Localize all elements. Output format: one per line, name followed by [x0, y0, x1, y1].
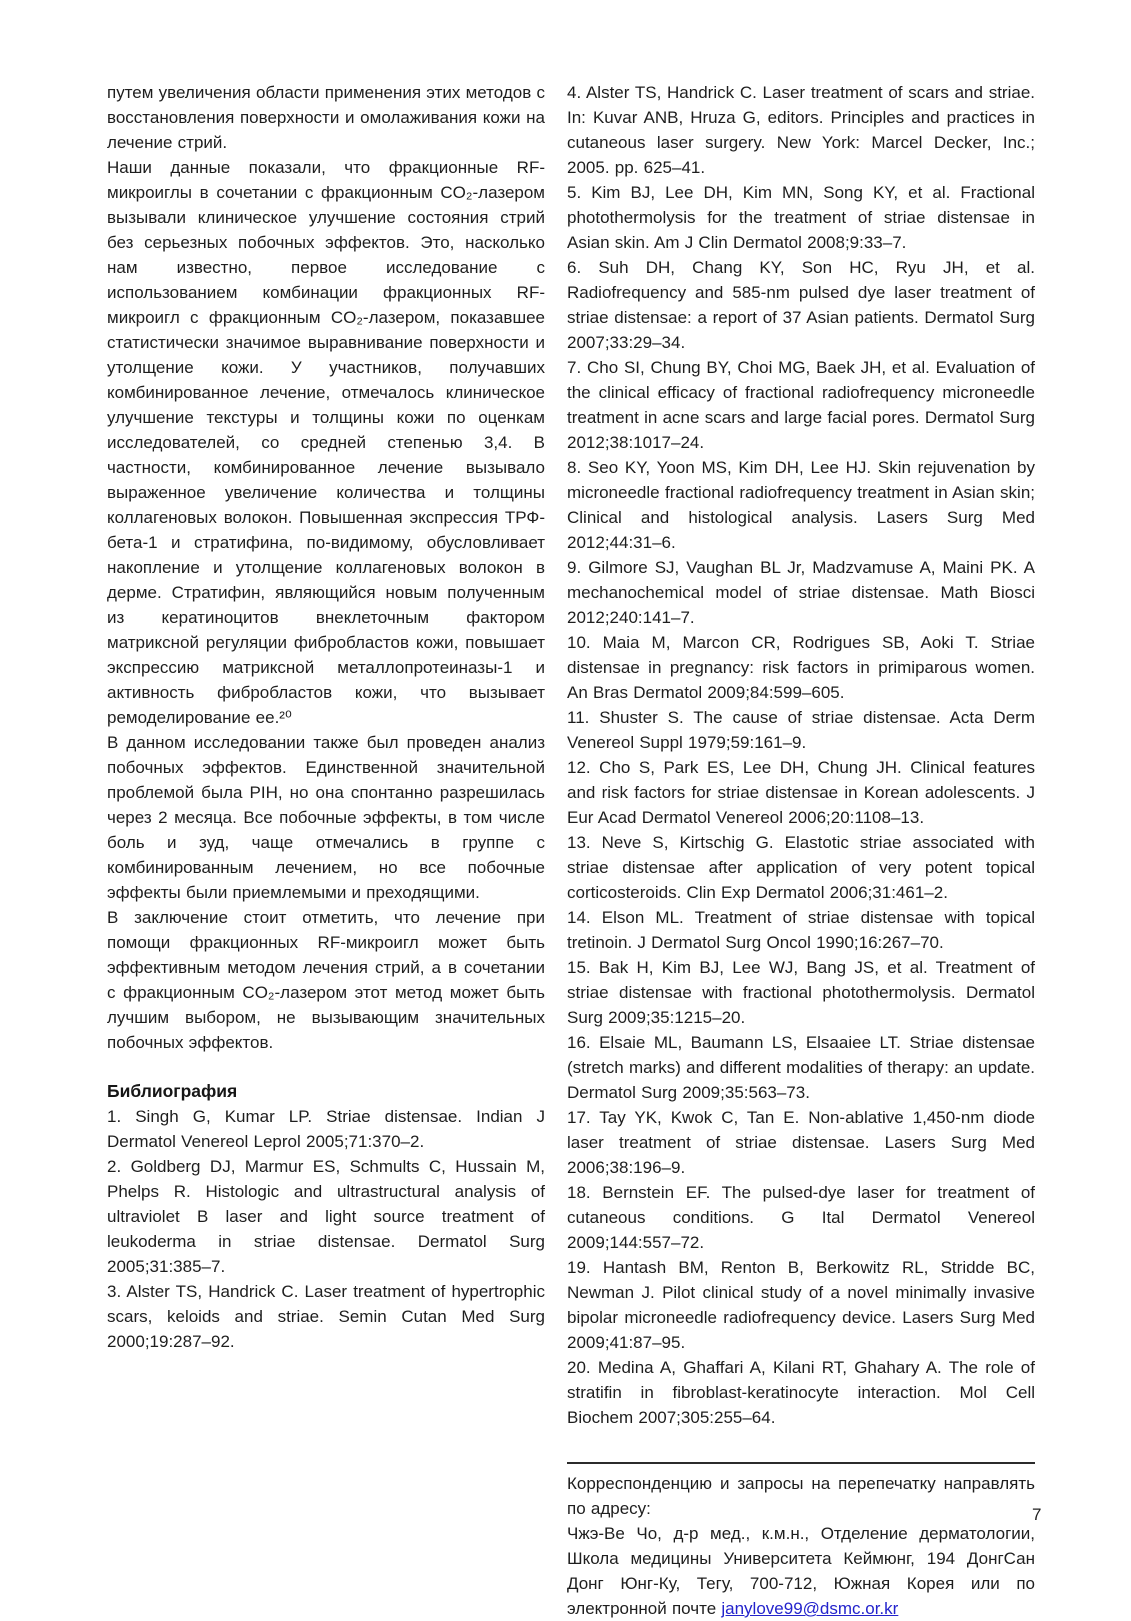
reference-item: 8. Seo KY, Yoon MS, Kim DH, Lee HJ. Skin rejuvenation by microneedle fractional radiofrequency treatment in Asian skin; Clinical and histological analysis. Lasers Surg Med 2012;44:31–6. — [567, 458, 1035, 552]
correspondence-block — [567, 1462, 1035, 1621]
reference-item: 18. Bernstein EF. The pulsed-dye laser for treatment of cutaneous conditions. G Ital Dermatol Venereol 2009;144:557–72. — [567, 1183, 1035, 1252]
body-text-block — [107, 80, 545, 1055]
right-column — [567, 80, 1035, 1621]
reference-item: 3. Alster TS, Handrick C. Laser treatment of hypertrophic scars, keloids and striae. Semin Cutan Med Surg 2000;19:287–92. — [107, 1282, 545, 1351]
reference-item: 2. Goldberg DJ, Marmur ES, Schmults C, Hussain M, Phelps R. Histologic and ultrastructural analysis of ultraviolet B laser and light source treatment of leukoderma in striae distensae. Dermatol Surg 2005;31:385–7. — [107, 1157, 545, 1276]
body-paragraph: Наши данные показали, что фракционные RF-микроиглы в сочетании с фракционным CO₂-лазером вызывали клиническое улучшение состояния стрий без серьезных побочных эффектов. Это, насколько нам известно, первое исследование с использованием комбинации фракционных RF-микроигл с фракционным CO₂-лазером, показавшее статистически значимое выравнивание поверхности и утолщение кожи. У участников, получавших комбинированное лечение, отмечалось клиническое улучшение текстуры и толщины кожи по оценкам исследователей, со средней степенью 3,4. В частности, комбинированное лечение вызывало выраженное увеличение количества и толщины коллагеновых волокон. Повышенная экспрессия ТРФ-бета-1 и стратифина, по-видимому, обусловливает накопление и утолщение коллагеновых волокон в дерме. Стратифин, являющийся новым полученным из кератиноцитов внеклеточным фактором матриксной регуляции фибробластов кожи, повышает экспрессию матриксной металлопротеиназы-1 и активность фибробластов кожи, что вызывает ремоделирование ее.²⁰ — [107, 158, 545, 727]
body-paragraph: путем увеличения области применения этих методов с восстановления поверхности и омолаживания кожи на лечение стрий. — [107, 83, 545, 152]
two-column-layout — [107, 80, 1035, 1621]
page-number: 7 — [1032, 1505, 1042, 1524]
correspondence-email-link[interactable]: janylove99@dsmc.or.kr — [721, 1599, 899, 1618]
reference-item: 20. Medina A, Ghaffari A, Kilani RT, Ghahary A. The role of stratifin in fibroblast-keratinocyte interaction. Mol Cell Biochem 2007;305:255–64. — [567, 1358, 1035, 1427]
reference-item: 7. Cho SI, Chung BY, Choi MG, Baek JH, et al. Evaluation of the clinical efficacy of fractional radiofrequency microneedle treatment in acne scars and large facial pores. Dermatol Surg 2012;38:1017–24. — [567, 358, 1035, 452]
correspondence-address — [567, 1521, 1035, 1621]
reference-list-left — [107, 1104, 545, 1354]
reference-item: 1. Singh G, Kumar LP. Striae distensae. Indian J Dermatol Venereol Leprol 2005;71:370–2. — [107, 1107, 545, 1151]
reference-item: 11. Shuster S. The cause of striae distensae. Acta Derm Venereol Suppl 1979;59:161–9. — [567, 708, 1035, 752]
correspondence-address-text: Чжэ-Ве Чо, д-р мед., к.м.н., Отделение дерматологии, Школа медицины Университета Кеймюнг, 194 ДонгСан Донг Юнг-Ку, Тегу, 700-712, Южная Корея или по электронной почте — [567, 1524, 1035, 1618]
body-paragraph: В заключение стоит отметить, что лечение при помощи фракционных RF-микроигл может быть эффективным методом лечения стрий, а в сочетании с фракционным CO₂-лазером этот метод может быть лучшим выбором, не вызывающим значительных побочных эффектов. — [107, 908, 545, 1052]
reference-item: 12. Cho S, Park ES, Lee DH, Chung JH. Clinical features and risk factors for striae distensae in Korean adolescents. J Eur Acad Dermatol Venereol 2006;20:1108–13. — [567, 758, 1035, 827]
reference-item: 14. Elson ML. Treatment of striae distensae with topical tretinoin. J Dermatol Surg Oncol 1990;16:267–70. — [567, 908, 1035, 952]
reference-item: 17. Tay YK, Kwok C, Tan E. Non-ablative 1,450-nm diode laser treatment of striae distensae. Lasers Surg Med 2006;38:196–9. — [567, 1108, 1035, 1177]
reference-item: 13. Neve S, Kirtschig G. Elastotic striae associated with striae distensae after application of very potent topical corticosteroids. Clin Exp Dermatol 2006;31:461–2. — [567, 833, 1035, 902]
reference-item: 19. Hantash BM, Renton B, Berkowitz RL, Stridde BC, Newman J. Pilot clinical study of a novel minimally invasive bipolar microneedle radiofrequency device. Lasers Surg Med 2009;41:87–95. — [567, 1258, 1035, 1352]
body-paragraph: В данном исследовании также был проведен анализ побочных эффектов. Единственной значительной проблемой была PIH, но она спонтанно разрешилась через 2 месяца. Все побочные эффекты, в том числе боль и зуд, чаще отмечались в группе с комбинированным лечением, но все побочные эффекты были приемлемыми и преходящими. — [107, 733, 545, 902]
reference-item: 16. Elsaie ML, Baumann LS, Elsaaiee LT. Striae distensae (stretch marks) and different modalities of therapy: an update. Dermatol Surg 2009;35:563–73. — [567, 1033, 1035, 1102]
correspondence-intro: Корреспонденцию и запросы на перепечатку направлять по адресу: — [567, 1474, 1035, 1518]
reference-item: 5. Kim BJ, Lee DH, Kim MN, Song KY, et al. Fractional photothermolysis for the treatment of striae distensae in Asian skin. Am J Clin Dermatol 2008;9:33–7. — [567, 183, 1035, 252]
reference-item: 4. Alster TS, Handrick C. Laser treatment of scars and striae. In: Kuvar ANB, Hruza G, editors. Principles and practices in cutaneous laser surgery. New York: Marcel Decker, Inc.; 2005. pp. 625–41. — [567, 83, 1035, 177]
bibliography-heading: Библиография — [107, 1081, 238, 1101]
reference-item: 15. Bak H, Kim BJ, Lee WJ, Bang JS, et al. Treatment of striae distensae with fractional photothermolysis. Dermatol Surg 2009;35:1215–20. — [567, 958, 1035, 1027]
reference-item: 6. Suh DH, Chang KY, Son HC, Ryu JH, et al. Radiofrequency and 585-nm pulsed dye laser treatment of striae distensae: a report of 37 Asian patients. Dermatol Surg 2007;33:29–34. — [567, 258, 1035, 352]
left-column — [107, 80, 545, 1354]
reference-list-right — [567, 80, 1035, 1430]
reference-item: 10. Maia M, Marcon CR, Rodrigues SB, Aoki T. Striae distensae in pregnancy: risk factors in primiparous women. An Bras Dermatol 2009;84:599–605. — [567, 633, 1035, 702]
reference-item: 9. Gilmore SJ, Vaughan BL Jr, Madzvamuse A, Maini PK. A mechanochemical model of striae distensae. Math Biosci 2012;240:141–7. — [567, 558, 1035, 627]
